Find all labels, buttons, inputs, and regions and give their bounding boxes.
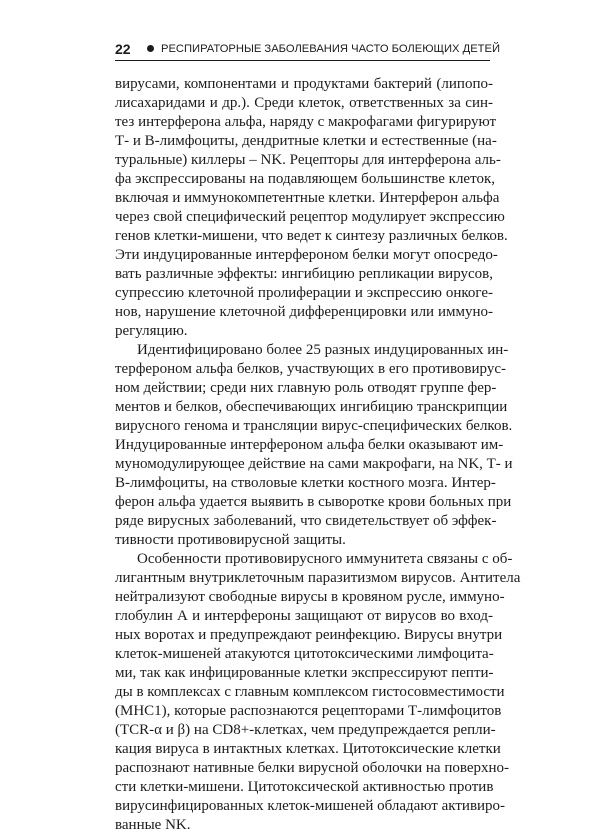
text-line: фа экспрессированы на подавляющем большинстве клеток, <box>115 171 495 187</box>
text-line: супрессию клеточной пролиферации и экспрессию онкоге- <box>115 285 493 301</box>
text-line: нов, нарушение клеточной дифференцировки или иммуно- <box>115 304 493 320</box>
text-line: клеток-мишеней атакуются цитотоксическими лимфоцита- <box>115 646 494 662</box>
text-line: тивности противовирусной защиты. <box>115 532 346 548</box>
text-line: вирусинфицированных клеток-мишеней обладают активиро- <box>115 798 506 814</box>
text-line: ми, так как инфицированные клетки экспрессируют пепти- <box>115 665 494 681</box>
text-line: ном действии; среди них главную роль отводят группе фер- <box>115 380 497 396</box>
text-line: тез интерферона альфа, наряду с макрофагами фигурируют <box>115 114 497 130</box>
text-line: ментов и белков, обеспечивающих ингибицию транскрипции <box>115 399 508 415</box>
text-line: глобулин А и интерфероны защищают от вирусов во вход- <box>115 608 493 624</box>
text-line: включая и иммунокомпетентные клетки. Интерферон альфа <box>115 190 500 206</box>
text-line: Особенности противовирусного иммунитета связаны с об- <box>137 551 513 567</box>
text-line: Идентифицировано более 25 разных индуцированных ин- <box>137 342 509 358</box>
text-line: ных воротах и предупреждают реинфекцию. Вирусы внутри <box>115 627 503 643</box>
running-title: РЕСПИРАТОРНЫЕ ЗАБОЛЕВАНИЯ ЧАСТО БОЛЕЮЩИХ ДЕТЕЙ <box>161 43 501 55</box>
text-line: ферон альфа удается выявить в сыворотке крови больных при <box>115 494 512 510</box>
text-line: вирусного генома и трансляции вирус-специфических белков. <box>115 418 513 434</box>
text-line: ванные NK. <box>115 817 191 833</box>
text-line: нейтрализуют свободные вирусы в кровяном русле, иммуно- <box>115 589 505 605</box>
bullet-icon <box>147 45 154 52</box>
text-line: ды в комплексах с главным комплексом гистосовместимости <box>115 684 505 700</box>
text-line: лисахаридами и др.). Среди клеток, ответственных за син- <box>115 95 493 111</box>
text-line: генов клетки-мишени, что ведет к синтезу различных белков. <box>115 228 508 244</box>
text-line: лигантным внутриклеточным паразитизмом вирусов. Антитела <box>115 570 521 586</box>
text-line: муномодулирующее действие на сами макрофаги, на NK, Т- и <box>115 456 513 472</box>
text-line: кация вируса в интактных клетках. Цитотоксические клетки <box>115 741 501 757</box>
text-line: вать различные эффекты: ингибицию репликации вирусов, <box>115 266 493 282</box>
text-line: (МНС1), которые распознаются рецепторами Т-лимфоцитов <box>115 703 502 719</box>
text-line: Индуцированные интерфероном альфа белки оказывают им- <box>115 437 504 453</box>
paragraph <box>115 75 508 341</box>
text-line: Т- и В-лимфоциты, дендритные клетки и естественные (на- <box>115 133 497 149</box>
text-line: туральные) киллеры – NK. Рецепторы для интерферона аль- <box>115 152 501 168</box>
paragraph <box>115 341 513 550</box>
text-line: распознают нативные белки вирусной оболочки на поверхно- <box>115 760 510 776</box>
page-number: 22 <box>115 41 131 57</box>
running-header <box>115 38 501 61</box>
text-line: Эти индуцированные интерфероном белки могут опосредо- <box>115 247 498 263</box>
paragraph <box>115 550 521 835</box>
text-line: терфероном альфа белков, участвующих в его противовирус- <box>115 361 506 377</box>
text-line: (TCR-α и β) на CD8+-клетках, чем предупреждается репли- <box>115 722 496 738</box>
body-text <box>115 75 521 835</box>
text-line: регуляцию. <box>115 323 188 339</box>
text-line: вирусами, компонентами и продуктами бактерий (липопо- <box>115 76 493 92</box>
text-line: В-лимфоциты, на стволовые клетки костного мозга. Интер- <box>115 475 496 491</box>
text-line: через свой специфический рецептор модулирует экспрессию <box>115 209 505 225</box>
text-line: сти клетки-мишени. Цитотоксической активностью против <box>115 779 494 795</box>
text-line: ряде вирусных заболеваний, что свидетельствует об эффек- <box>115 513 497 529</box>
